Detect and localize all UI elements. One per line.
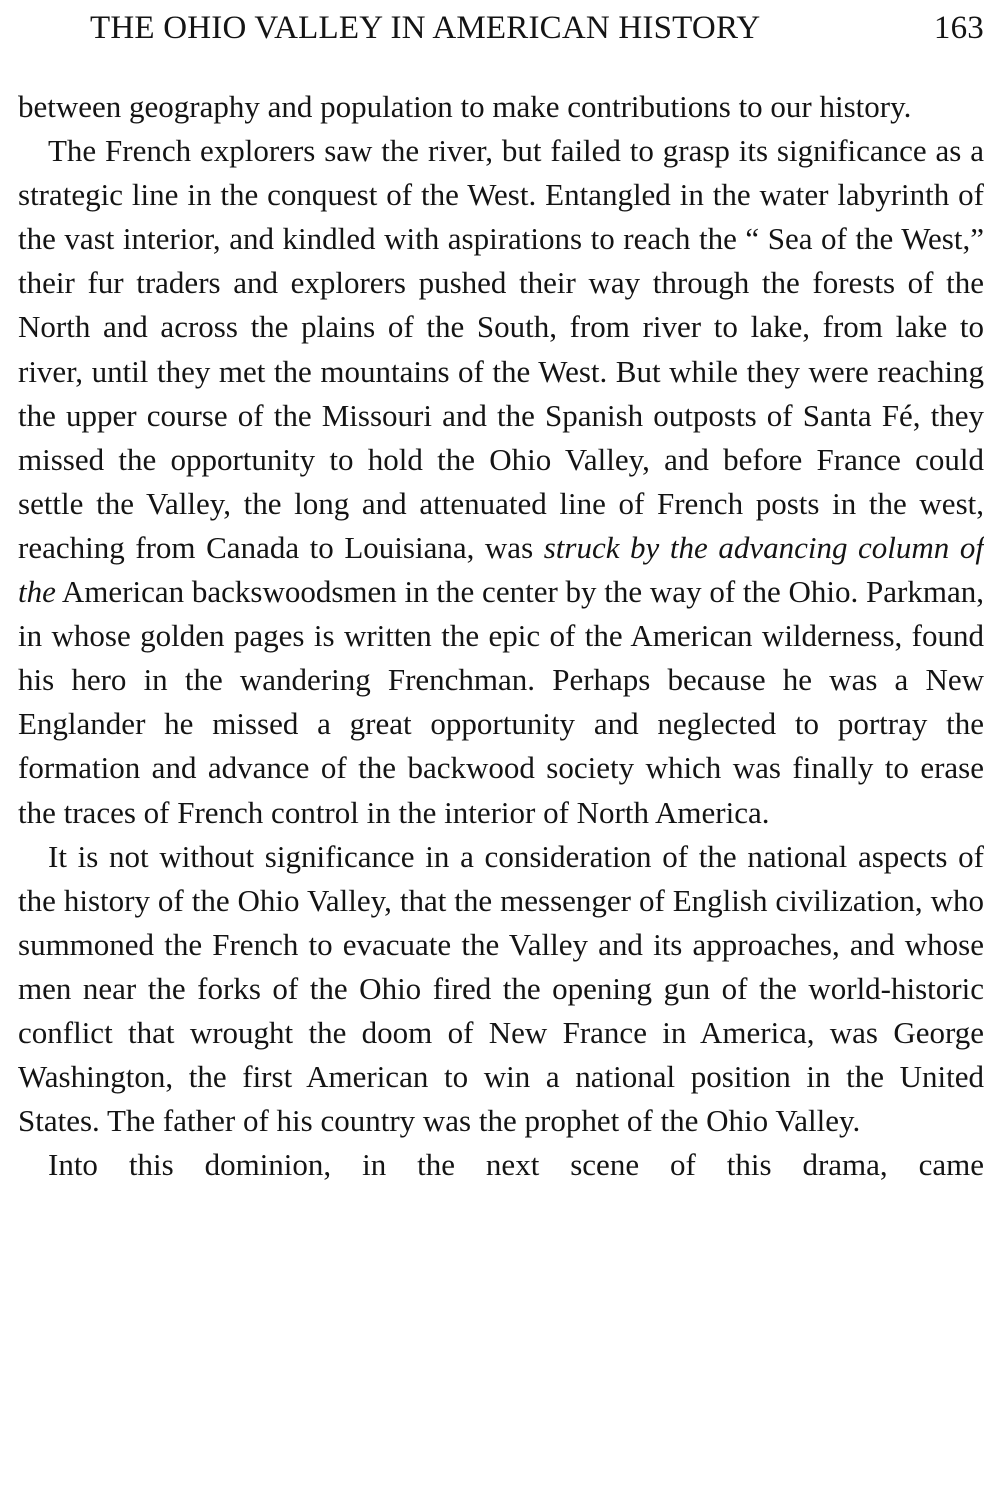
running-title: THE OHIO VALLEY IN AMERICAN HISTORY [90, 10, 761, 46]
italic-phrase: struck by the advancing column of the [18, 529, 984, 610]
washington-paragraph: It is not without significance in a consideration of the national aspects of the history of the Ohio Valley, that the messenger of English civilization, who summoned the French to evacuate the Valley and its approaches, and whose men near the forks of the Ohio fired the opening gun of the world-historic conflict that wrought the doom of New France in America, was George Washington, the first American to win a national position in the United States. The father of his country was the prophet of the Ohio Valley. [18, 838, 984, 1139]
body-text [18, 85, 984, 1187]
page-number: 163 [933, 10, 984, 46]
continued-paragraph: between geography and population to make contributions to our history. [18, 89, 912, 124]
book-page [18, 0, 984, 1507]
french-explorers-text-after-italic: American backswoodsmen in the center by the way of the Ohio. Parkman, in whose golden pages is written the epic of the American wilderness, found his hero in the wandering Frenchman. Perhaps because he was a New Englander he missed a great opportunity and neglected to portray the formation and advance of the backwood society which was finally to erase the traces of French control in the interior of North America. [18, 574, 984, 830]
french-explorers-paragraph [18, 129, 984, 835]
final-continuing-paragraph: Into this dominion, in the next scene of this drama, came [48, 1147, 984, 1183]
french-explorers-text-before-italic: The French explorers saw the river, but failed to grasp its significance as a strategic line in the conquest of the West. Entangled in the water labyrinth of the vast interior, and kindled with aspirations to reach the “ Sea of the West,” their fur traders and explorers pushed their way through the forests of the North and across the plains of the South, from river to lake, from lake to river, until they met the mountains of the West. But while they were reaching the upper course of the Missouri and the Spanish outposts of Santa Fé, they missed the opportunity to hold the Ohio Valley, and before France could settle the Valley, the long and attenuated line of French posts in the west, reaching from Canada to Louisiana, was [18, 133, 984, 565]
running-header [18, 4, 984, 52]
